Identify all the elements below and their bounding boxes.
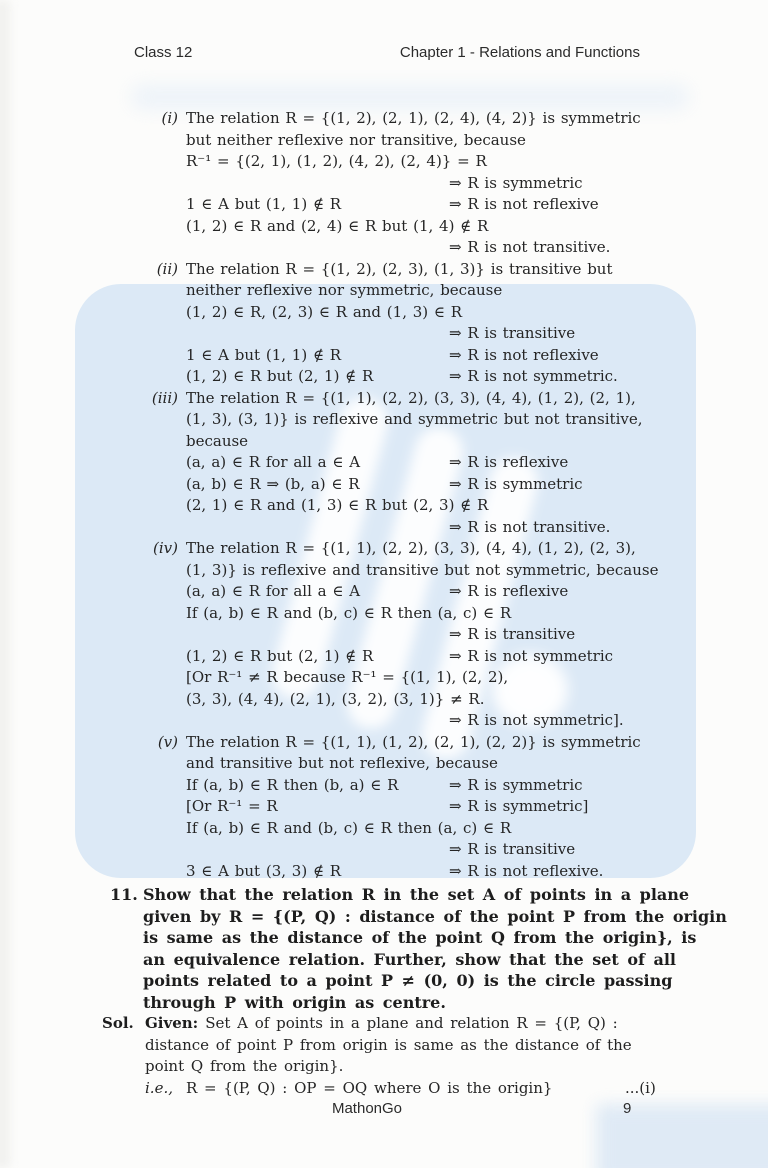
question-line: Show that the relation R in the set A of points in a plane (143, 885, 690, 904)
section-label: (iv) (153, 539, 178, 557)
solution-line (186, 388, 706, 410)
statement-text: (1, 2) ∈ R, (2, 3) ∈ R and (1, 3) ∈ R (186, 302, 463, 321)
solution-line (186, 474, 706, 496)
solution-line (186, 775, 706, 797)
solution-line (186, 216, 706, 238)
conclusion-text: ⇒ R is not transitive. (449, 517, 611, 536)
question-line: an equivalence relation. Further, show that the set of all (143, 949, 676, 969)
solution-line (186, 366, 706, 388)
section-label: (iii) (151, 388, 178, 407)
statement-text: (2, 1) ∈ R and (1, 3) ∈ R but (2, 3) ∉ R (186, 496, 489, 514)
statement-text: If (a, b) ∈ R and (b, c) ∈ R then (a, c) ∈ R (186, 818, 512, 837)
statement-text: The relation R = {(1, 1), (2, 2), (3, 3), (4, 4), (1, 2), (2, 3), (186, 539, 636, 557)
solution-line (186, 452, 706, 474)
statement-text: [Or R⁻¹ = R (186, 797, 278, 815)
solution-line (186, 624, 706, 646)
page-header (0, 44, 768, 64)
statement-text: (1, 2) ∈ R but (2, 1) ∉ R (186, 367, 374, 385)
solutions-list (151, 108, 706, 882)
solution-line (186, 431, 706, 453)
line-lead: Given: (145, 1014, 199, 1032)
solution-line (186, 732, 706, 754)
solution-text-line (145, 1056, 705, 1078)
solution-section (151, 388, 706, 539)
solution-line (186, 259, 706, 281)
statement-text: R⁻¹ = {(2, 1), (1, 2), (4, 2), (2, 4)} = R (186, 152, 487, 170)
statement-text: The relation R = {(1, 1), (1, 2), (2, 1), (2, 2)} is symmetric (186, 732, 641, 751)
statement-text: 1 ∈ A but (1, 1) ∉ R (186, 345, 342, 364)
solution-section (157, 732, 706, 883)
statement-text: If (a, b) ∈ R then (b, a) ∈ R (186, 775, 399, 794)
section-label: (v) (157, 732, 178, 751)
statement-text: (a, b) ∈ R ⇒ (b, a) ∈ R (186, 474, 360, 493)
statement-text: (a, a) ∈ R for all a ∈ A (186, 582, 361, 600)
page-footer (0, 1100, 768, 1120)
solution-section (156, 259, 706, 388)
solution-line (186, 753, 706, 775)
solution-text-line (145, 1013, 705, 1035)
solution-text-line (145, 1035, 705, 1057)
statement-text: (1, 2) ∈ R and (2, 4) ∈ R but (1, 4) ∉ R (186, 216, 489, 235)
equation-tag: ...(i) (625, 1078, 656, 1097)
statement-text: The relation R = {(1, 2), (2, 3), (1, 3)} is transitive but (186, 259, 613, 278)
class-label: Class 12 (134, 44, 193, 61)
solution-line (186, 495, 706, 517)
question-block (110, 884, 727, 1013)
statement-text: (1, 2) ∈ R but (2, 1) ∉ R (186, 646, 374, 665)
conclusion-text: ⇒ R is symmetric (449, 173, 583, 192)
line-text: R = {(P, Q) : OP = OQ where O is the origin} (186, 1078, 553, 1097)
solution-line (186, 646, 706, 668)
solution-block (102, 1013, 705, 1099)
solution-line (186, 130, 706, 152)
solution-line (186, 409, 706, 431)
line-text: Set A of points in a plane and relation R = {(P, Q) : (205, 1014, 618, 1032)
statement-text: The relation R = {(1, 1), (2, 2), (3, 3), (4, 4), (1, 2), (2, 1), (186, 388, 636, 407)
line-text: point Q from the origin}. (145, 1057, 344, 1075)
section-label: (i) (161, 109, 178, 127)
conclusion-text: ⇒ R is not symmetric. (449, 367, 618, 385)
solution-line (186, 108, 706, 130)
conclusion-text: ⇒ R is not reflexive. (449, 861, 604, 880)
conclusion-text: ⇒ R is reflexive (449, 453, 569, 471)
solution-line (186, 603, 706, 625)
statement-text: 3 ∈ A but (3, 3) ∉ R (186, 861, 342, 880)
statement-text: but neither reflexive nor transitive, because (186, 130, 526, 149)
question-line: given by R = {(P, Q) : distance of the point P from the origin (143, 906, 727, 926)
conclusion-text: ⇒ R is transitive (449, 625, 576, 643)
footer-brand: MathonGo (331, 1100, 403, 1117)
conclusion-text: ⇒ R is symmetric (449, 474, 583, 493)
solution-line (186, 302, 706, 324)
solution-label: Sol. (102, 1014, 134, 1032)
solution-line (186, 280, 706, 302)
conclusion-text: ⇒ R is not symmetric]. (449, 711, 624, 729)
scan-tint (0, 0, 10, 1168)
statement-text: (1, 3)} is reflexive and transitive but not symmetric, because (186, 560, 659, 579)
solution-line (186, 689, 706, 711)
statement-text: The relation R = {(1, 2), (2, 1), (2, 4), (4, 2)} is symmetric (186, 109, 641, 127)
solution-line (186, 710, 706, 732)
section-label: (ii) (156, 259, 178, 278)
solution-line (186, 667, 706, 689)
solution-text-line (145, 1078, 705, 1100)
conclusion-text: ⇒ R is symmetric (449, 775, 583, 794)
solution-line (186, 323, 706, 345)
page-number: 9 (623, 1100, 632, 1117)
conclusion-text: ⇒ R is transitive (449, 324, 576, 342)
solution-line (186, 517, 706, 539)
statement-text: and transitive but not reflexive, because (186, 754, 498, 772)
question-number: 11. (110, 885, 138, 904)
conclusion-text: ⇒ R is not symmetric (449, 646, 614, 665)
chapter-title: Chapter 1 - Relations and Functions (399, 44, 640, 61)
solution-line (186, 173, 706, 195)
statement-text: neither reflexive nor symmetric, because (186, 281, 503, 299)
conclusion-text: ⇒ R is transitive (449, 840, 576, 858)
conclusion-text: ⇒ R is symmetric] (449, 797, 589, 815)
statement-text: (3, 3), (4, 4), (2, 1), (3, 2), (3, 1)} ≠ R. (186, 689, 485, 708)
solution-line (186, 194, 706, 216)
solution-line (186, 861, 706, 883)
conclusion-text: ⇒ R is not reflexive (449, 195, 599, 213)
line-lead: i.e., (145, 1078, 173, 1097)
conclusion-text: ⇒ R is not reflexive (449, 345, 599, 364)
question-line: points related to a point P ≠ (0, 0) is the circle passing (143, 971, 673, 990)
statement-text: 1 ∈ A but (1, 1) ∉ R (186, 195, 342, 213)
solution-section (153, 538, 706, 732)
solution-lines (145, 1013, 705, 1099)
conclusion-text: ⇒ R is reflexive (449, 582, 569, 600)
solution-line (186, 818, 706, 840)
statement-text: [Or R⁻¹ ≠ R because R⁻¹ = {(1, 1), (2, 2), (186, 668, 509, 686)
statement-text: (a, a) ∈ R for all a ∈ A (186, 453, 361, 471)
solution-line (186, 151, 706, 173)
solution-line (186, 560, 706, 582)
solution-line (186, 538, 706, 560)
statement-text: because (186, 431, 249, 450)
statement-text: (1, 3), (3, 1)} is reflexive and symmetric but not transitive, (186, 410, 643, 428)
solution-line (186, 237, 706, 259)
solution-section (161, 108, 706, 259)
question-lines (143, 884, 727, 1013)
question-line: through P with origin as centre. (143, 992, 446, 1012)
solution-line (186, 839, 706, 861)
conclusion-text: ⇒ R is not transitive. (449, 238, 611, 256)
scan-tint (130, 84, 690, 110)
question-line: is same as the distance of the point Q from the origin}, is (143, 928, 697, 947)
solution-line (186, 345, 706, 367)
solution-line (186, 581, 706, 603)
solution-line (186, 796, 706, 818)
statement-text: If (a, b) ∈ R and (b, c) ∈ R then (a, c) ∈ R (186, 603, 512, 622)
line-text: distance of point P from origin is same as the distance of the (145, 1035, 632, 1054)
